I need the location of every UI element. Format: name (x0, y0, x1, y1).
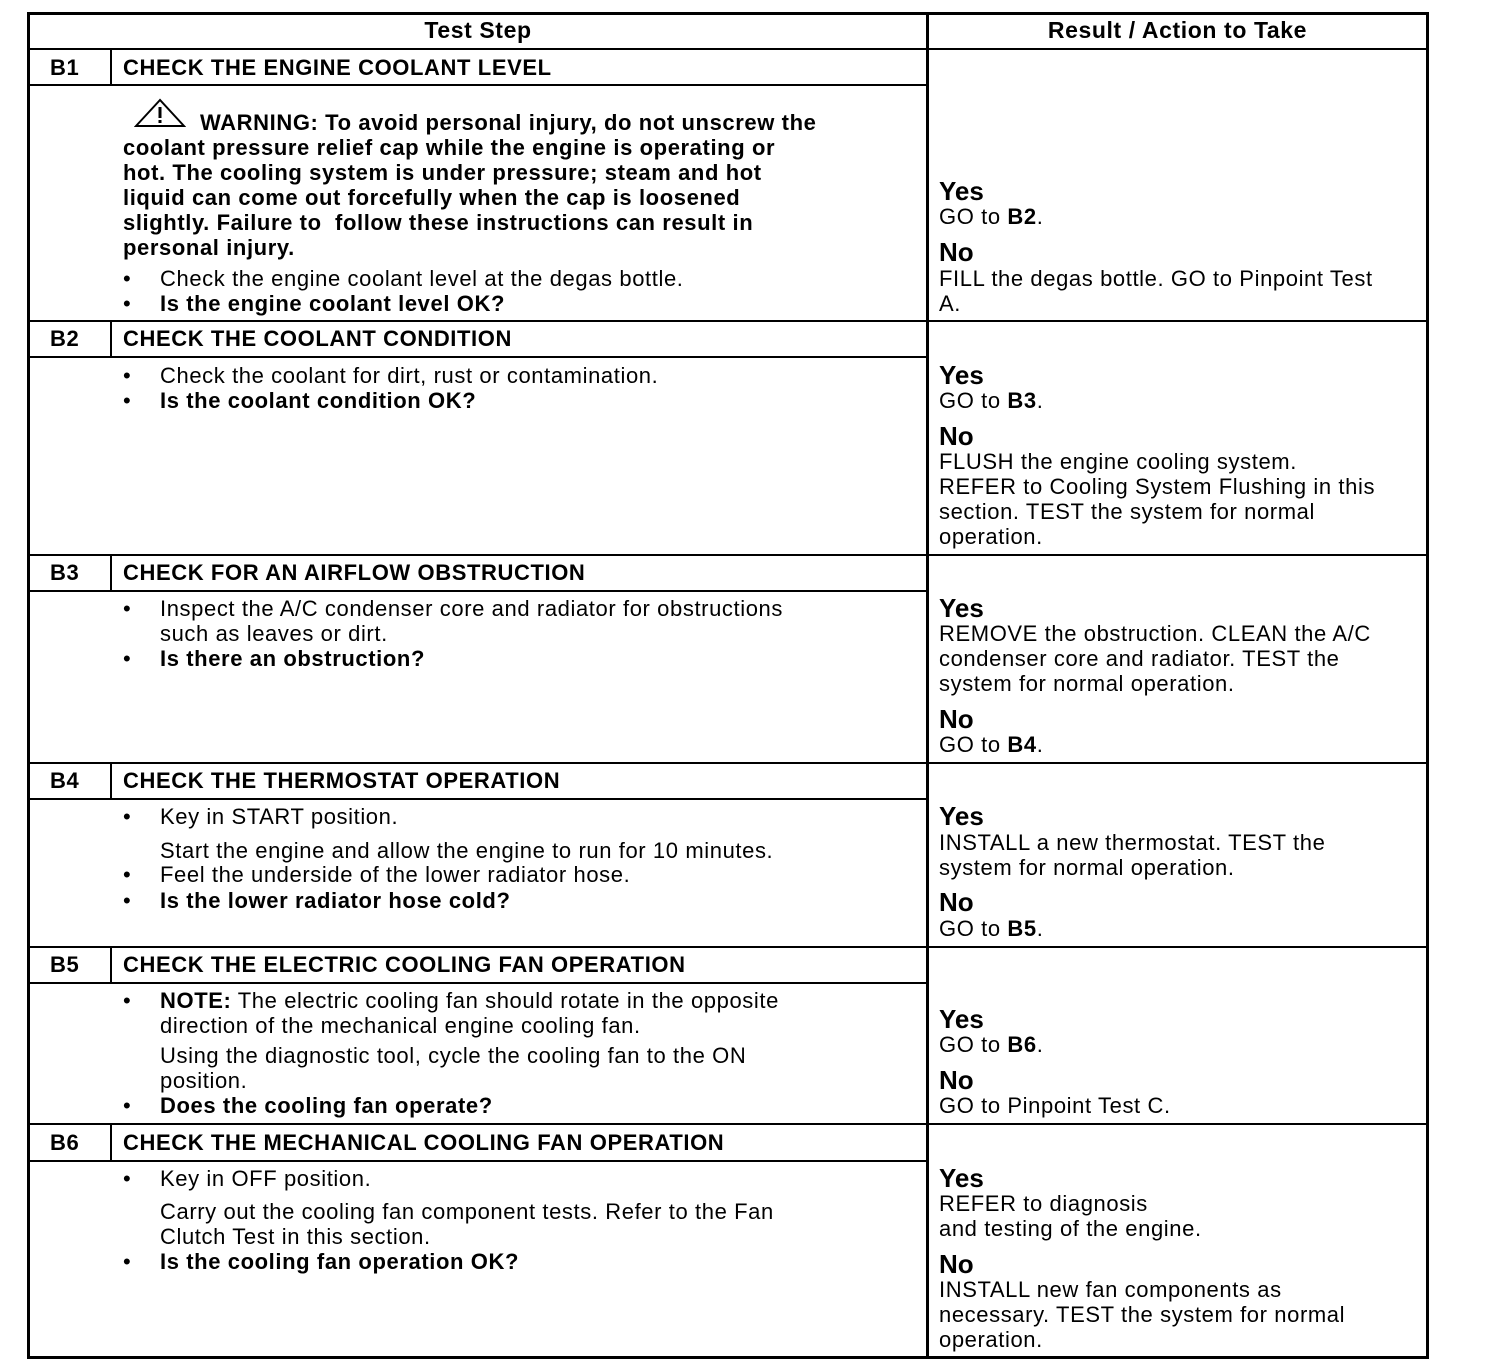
table-border-left (27, 12, 30, 1359)
warning-line: liquid can come out forcefully when the cap is loosened (123, 185, 741, 210)
no-label: No (939, 237, 974, 267)
no-label: No (939, 421, 974, 451)
bullet-dot: • (123, 1249, 131, 1274)
step-reference: B6 (1007, 1032, 1037, 1057)
no-action: A. (939, 291, 961, 316)
id-divider (110, 762, 112, 800)
step-instruction: Start the engine and allow the engine to run for 10 minutes. (160, 838, 774, 863)
title-divider (27, 84, 928, 86)
step-instruction: Carry out the cooling fan component tests. Refer to the Fan (160, 1199, 774, 1224)
step-divider (27, 554, 1429, 556)
no-action: REFER to Cooling System Flushing in this (939, 474, 1376, 499)
note-text: The electric cooling fan should rotate in the opposite (231, 988, 779, 1013)
yes-action: system for normal operation. (939, 855, 1235, 880)
title-divider (27, 1160, 928, 1162)
no-action: FLUSH the engine cooling system. (939, 449, 1297, 474)
step-note (160, 988, 779, 1013)
warning-icon (134, 98, 186, 128)
step-question: Is the coolant condition OK? (160, 388, 477, 413)
step-reference: B3 (1007, 388, 1037, 413)
table-border-top (27, 12, 1429, 15)
step-title: CHECK FOR AN AIRFLOW OBSTRUCTION (123, 560, 586, 585)
yes-action-text: GO to (939, 204, 1008, 229)
step-title: CHECK THE ELECTRIC COOLING FAN OPERATION (123, 952, 686, 977)
no-action: INSTALL new fan components as (939, 1277, 1282, 1302)
yes-action: GO to B3. (939, 388, 1044, 413)
step-instruction: such as leaves or dirt. (160, 621, 388, 646)
warning-line: coolant pressure relief cap while the engine is operating or (123, 135, 776, 160)
bullet-dot: • (123, 1093, 131, 1118)
title-divider (27, 356, 928, 358)
id-divider (110, 320, 112, 358)
no-action-text: GO to (939, 916, 1008, 941)
step-instruction: Inspect the A/C condenser core and radiator for obstructions (160, 596, 783, 621)
step-reference: B2 (1007, 204, 1037, 229)
step-id: B2 (50, 326, 80, 351)
step-id: B5 (50, 952, 80, 977)
title-divider (27, 590, 928, 592)
step-question: Is the lower radiator hose cold? (160, 888, 511, 913)
table-border-right (1426, 12, 1429, 1359)
yes-label: Yes (939, 360, 984, 390)
step-instruction: Clutch Test in this section. (160, 1224, 431, 1249)
header-result-action: Result / Action to Take (1047, 17, 1308, 43)
bullet-dot: • (123, 388, 131, 413)
step-instruction: Check the engine coolant level at the degas bottle. (160, 266, 684, 291)
step-note: direction of the mechanical engine cooling fan. (160, 1013, 641, 1038)
step-title: CHECK THE ENGINE COOLANT LEVEL (123, 55, 552, 80)
title-divider (27, 798, 928, 800)
no-action-text: GO to (939, 732, 1008, 757)
step-divider (27, 320, 1429, 322)
header-divider (27, 48, 1429, 50)
yes-label: Yes (939, 176, 984, 206)
no-action: operation. (939, 1327, 1043, 1352)
step-instruction: position. (160, 1068, 248, 1093)
no-action: FILL the degas bottle. GO to Pinpoint Test (939, 266, 1373, 291)
yes-action-text: GO to (939, 1032, 1008, 1057)
warning-line: hot. The cooling system is under pressure; steam and hot (123, 160, 762, 185)
step-question: Is there an obstruction? (160, 646, 425, 671)
column-divider (926, 12, 929, 1359)
warning-line: personal injury. (123, 235, 295, 260)
step-reference: B5 (1007, 916, 1037, 941)
no-action: operation. (939, 524, 1043, 549)
bullet-dot: • (123, 596, 131, 621)
no-label: No (939, 1065, 974, 1095)
bullet-dot: • (123, 988, 131, 1013)
yes-action-text: GO to (939, 388, 1008, 413)
step-title: CHECK THE MECHANICAL COOLING FAN OPERATION (123, 1130, 725, 1155)
bullet-dot: • (123, 266, 131, 291)
step-title: CHECK THE COOLANT CONDITION (123, 326, 512, 351)
yes-action: REFER to diagnosis (939, 1191, 1148, 1216)
step-instruction: Feel the underside of the lower radiator hose. (160, 862, 631, 887)
no-action: GO to Pinpoint Test C. (939, 1093, 1171, 1118)
bullet-dot: • (123, 646, 131, 671)
no-action: GO to B4. (939, 732, 1044, 757)
step-instruction: Using the diagnostic tool, cycle the cooling fan to the ON (160, 1043, 747, 1068)
yes-action: REMOVE the obstruction. CLEAN the A/C (939, 621, 1371, 646)
yes-action: system for normal operation. (939, 671, 1235, 696)
bullet-dot: • (123, 291, 131, 316)
title-divider (27, 982, 928, 984)
step-title: CHECK THE THERMOSTAT OPERATION (123, 768, 561, 793)
yes-action: GO to B2. (939, 204, 1044, 229)
no-action: section. TEST the system for normal (939, 499, 1315, 524)
step-id: B4 (50, 768, 80, 793)
no-label: No (939, 704, 974, 734)
id-divider (110, 1123, 112, 1161)
step-id: B6 (50, 1130, 80, 1155)
yes-label: Yes (939, 1004, 984, 1034)
yes-label: Yes (939, 1163, 984, 1193)
id-divider (110, 554, 112, 592)
step-id: B1 (50, 55, 80, 80)
step-instruction: Key in START position. (160, 804, 399, 829)
step-id: B3 (50, 560, 80, 585)
yes-action: and testing of the engine. (939, 1216, 1202, 1241)
id-divider (110, 48, 112, 86)
yes-action: INSTALL a new thermostat. TEST the (939, 830, 1326, 855)
no-action: necessary. TEST the system for normal (939, 1302, 1346, 1327)
warning-line: slightly. Failure to follow these instructions can result in (123, 210, 754, 235)
header-test-step: Test Step (424, 17, 532, 43)
step-question: Is the engine coolant level OK? (160, 291, 506, 316)
step-divider (27, 946, 1429, 948)
no-label: No (939, 887, 974, 917)
yes-label: Yes (939, 801, 984, 831)
yes-action: GO to B6. (939, 1032, 1044, 1057)
step-instruction: Key in OFF position. (160, 1166, 372, 1191)
yes-action: condenser core and radiator. TEST the (939, 646, 1340, 671)
step-divider (27, 762, 1429, 764)
no-label: No (939, 1249, 974, 1279)
note-label: NOTE: (160, 988, 232, 1013)
id-divider (110, 946, 112, 984)
yes-label: Yes (939, 593, 984, 623)
step-divider (27, 1123, 1429, 1125)
step-question: Does the cooling fan operate? (160, 1093, 493, 1118)
bullet-dot: • (123, 1166, 131, 1191)
bullet-dot: • (123, 888, 131, 913)
bullet-dot: • (123, 862, 131, 887)
bullet-dot: • (123, 804, 131, 829)
step-instruction: Check the coolant for dirt, rust or contamination. (160, 363, 659, 388)
table-border-bottom (27, 1356, 1429, 1359)
step-question: Is the cooling fan operation OK? (160, 1249, 519, 1274)
bullet-dot: • (123, 363, 131, 388)
no-action: GO to B5. (939, 916, 1044, 941)
warning-line: WARNING: To avoid personal injury, do not unscrew the (200, 110, 817, 135)
step-reference: B4 (1007, 732, 1037, 757)
